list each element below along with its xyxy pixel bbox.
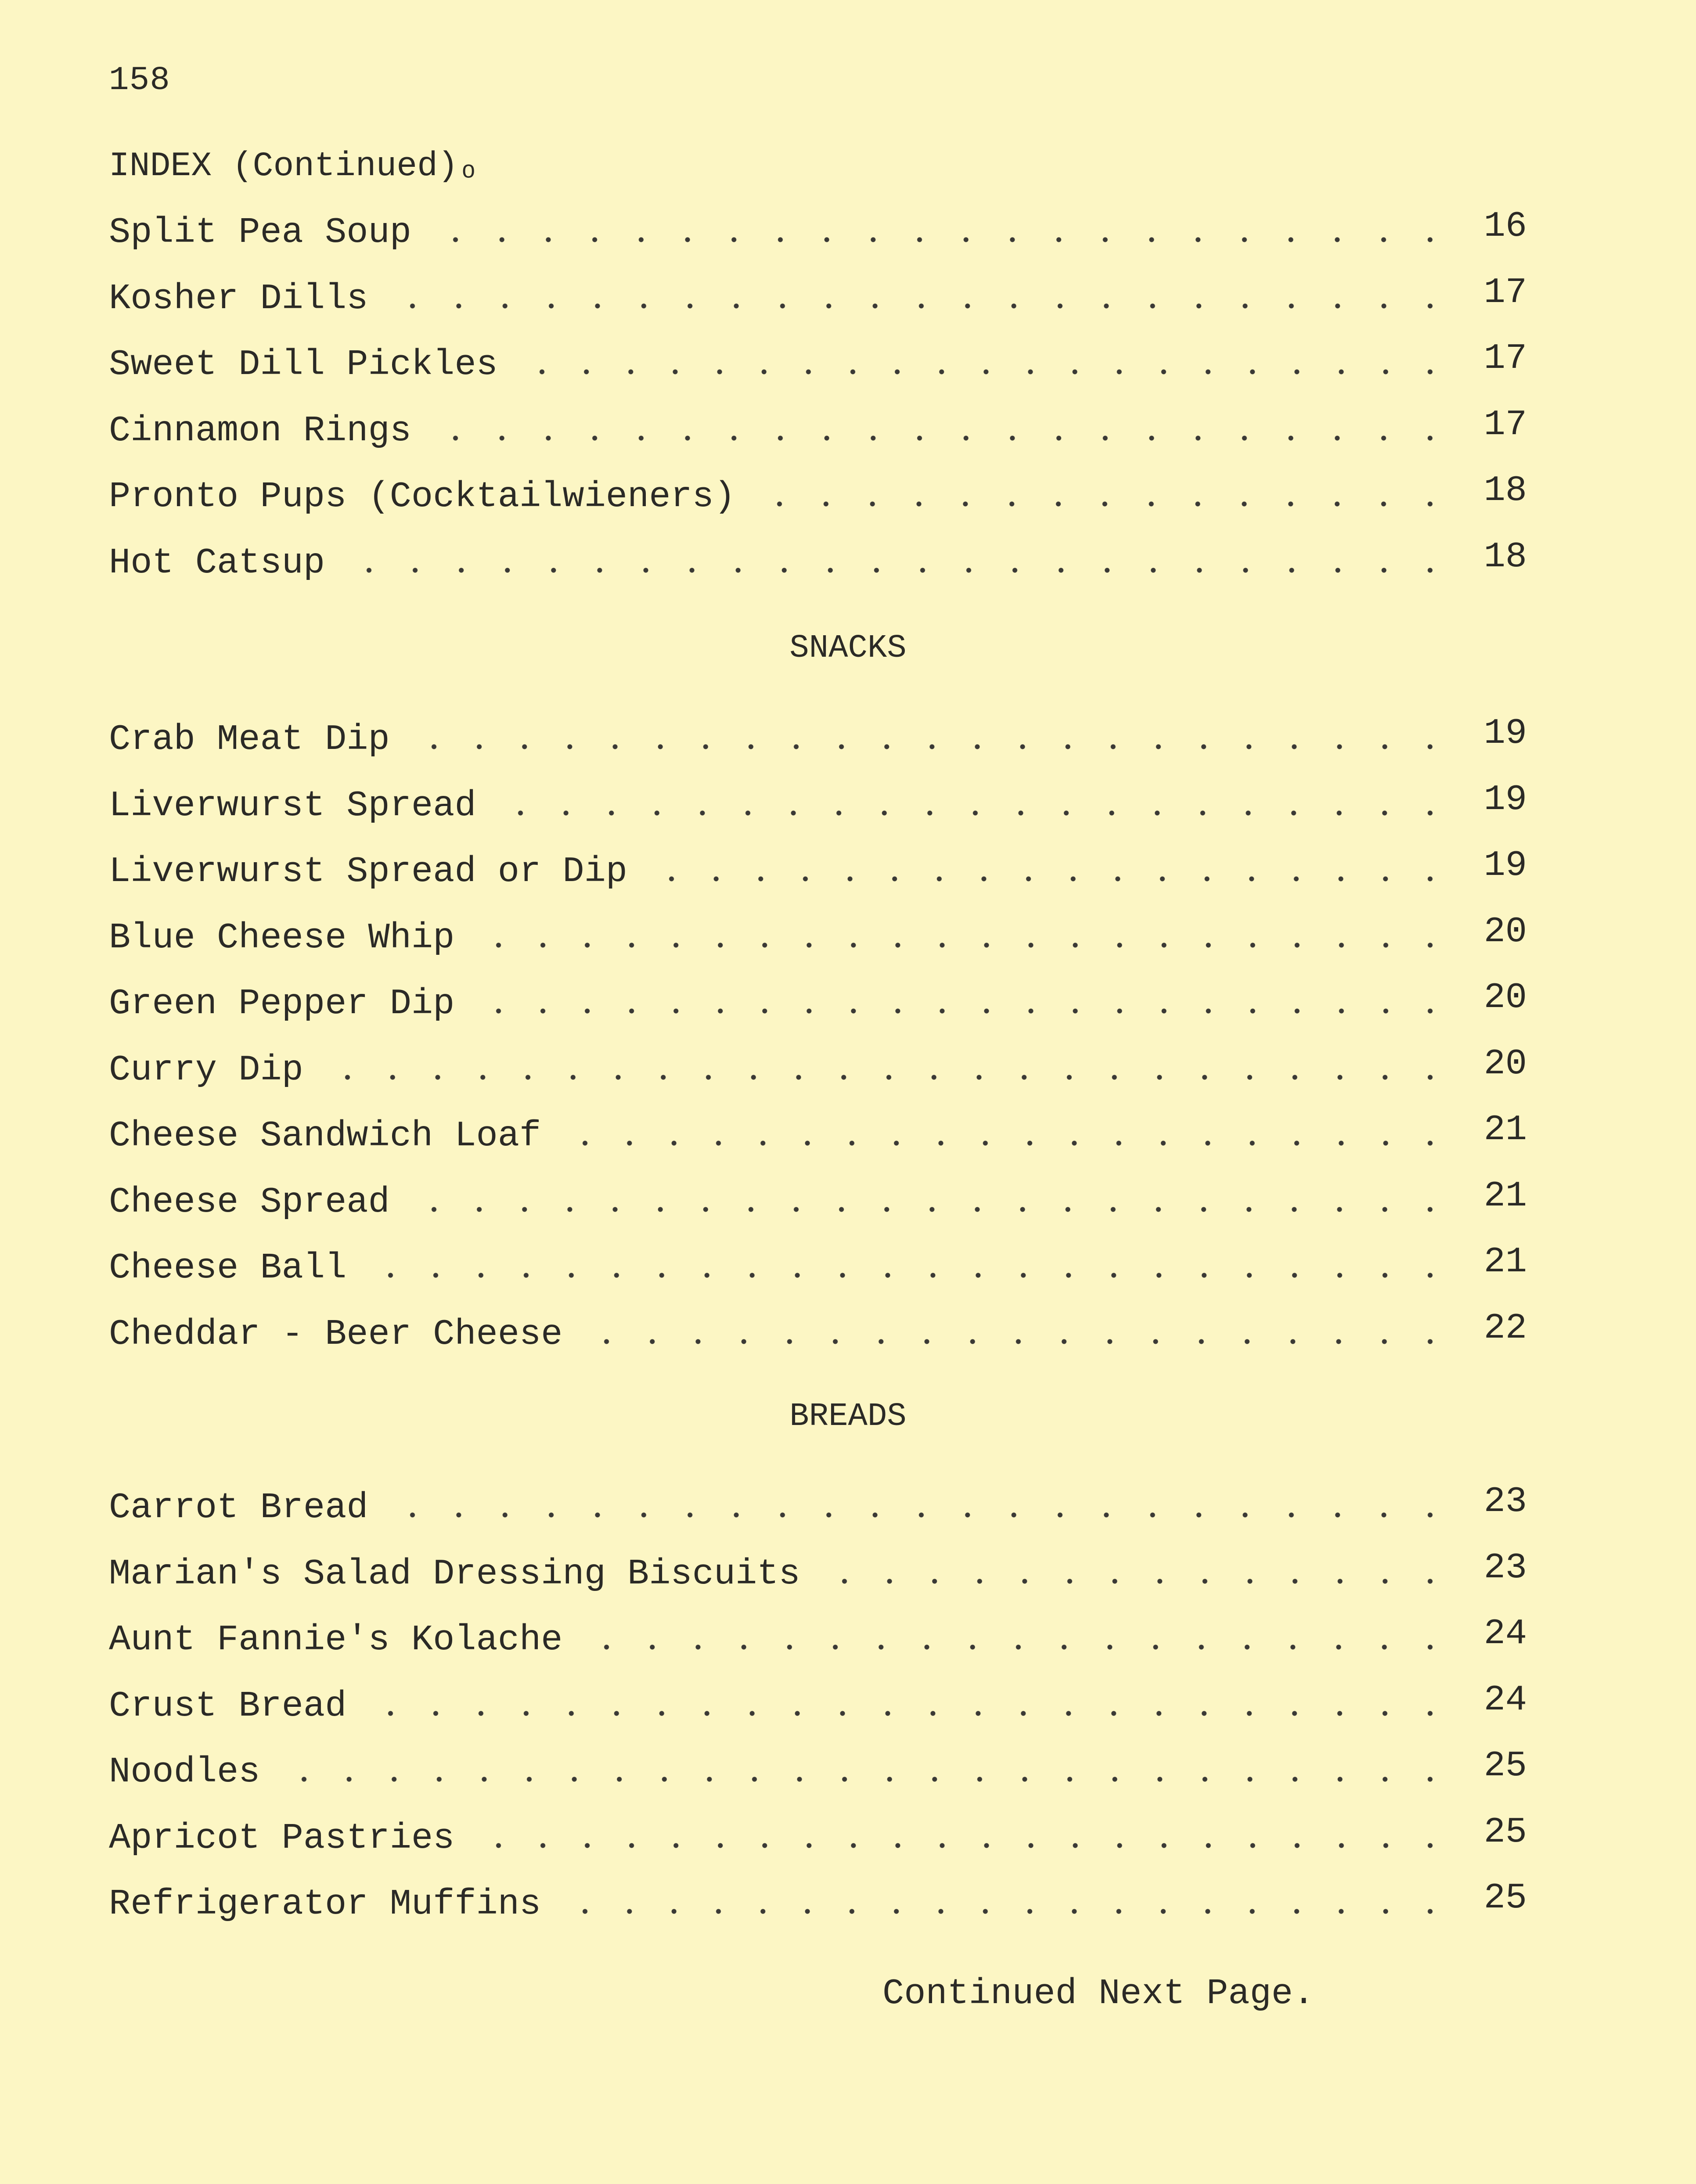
entry-label: Sweet Dill Pickles	[109, 344, 498, 385]
index-entry	[109, 1871, 1527, 1938]
dot-leader	[584, 1644, 1452, 1650]
index-entry	[109, 266, 1527, 332]
entry-page-number: 20	[1484, 977, 1527, 1018]
index-entry	[109, 398, 1527, 464]
entry-label: Carrot Bread	[109, 1487, 368, 1529]
dot-leader	[325, 1074, 1452, 1080]
entry-page-number: 17	[1484, 338, 1527, 379]
entry-label: Apricot Pastries	[109, 1817, 455, 1859]
entry-page-number: 21	[1484, 1109, 1527, 1151]
entry-label: Blue Cheese Whip	[109, 917, 455, 958]
dot-leader	[347, 567, 1452, 573]
entry-page-number: 25	[1484, 1745, 1527, 1787]
dot-leader	[520, 369, 1452, 375]
dot-leader	[282, 1776, 1452, 1782]
entry-label: Hot Catsup	[109, 542, 325, 583]
index-entry	[109, 530, 1527, 597]
dot-leader	[563, 1908, 1452, 1914]
entry-label: Green Pepper Dip	[109, 983, 455, 1025]
index-entry	[109, 1607, 1527, 1673]
entry-label: Cheese Spread	[109, 1181, 390, 1223]
index-entries-breads	[109, 1475, 1527, 1938]
index-entry	[109, 1037, 1527, 1104]
index-entry	[109, 1235, 1527, 1302]
dot-leader	[476, 1842, 1452, 1849]
dot-leader	[476, 1008, 1452, 1014]
entry-label: Cheddar - Beer Cheese	[109, 1313, 563, 1355]
index-entry	[109, 905, 1527, 971]
index-entries-main	[109, 200, 1527, 596]
entry-page-number: 19	[1484, 713, 1527, 754]
entry-label: Marian's Salad Dressing Biscuits	[109, 1553, 800, 1594]
index-entry	[109, 332, 1527, 398]
dot-leader	[412, 1206, 1452, 1213]
dot-leader	[368, 1710, 1452, 1716]
dot-leader	[584, 1338, 1452, 1345]
index-entry	[109, 1169, 1527, 1236]
entry-page-number: 20	[1484, 1043, 1527, 1084]
dot-leader	[368, 1272, 1452, 1278]
page-number: 158	[109, 61, 170, 99]
entry-label: Kosher Dills	[109, 278, 368, 319]
entry-label: Liverwurst Spread	[109, 785, 476, 826]
entry-page-number: 17	[1484, 272, 1527, 313]
entry-label: Cinnamon Rings	[109, 410, 411, 451]
dot-leader	[649, 876, 1452, 882]
entry-page-number: 25	[1484, 1878, 1527, 1919]
index-entry	[109, 1673, 1527, 1740]
dot-leader	[390, 303, 1453, 309]
index-entry	[109, 1806, 1527, 1872]
entry-page-number: 18	[1484, 470, 1527, 511]
dot-leader	[498, 810, 1452, 816]
entry-page-number: 24	[1484, 1613, 1527, 1655]
entry-page-number: 21	[1484, 1241, 1527, 1283]
index-entry	[109, 839, 1527, 905]
index-entry	[109, 1103, 1527, 1169]
dot-leader	[757, 501, 1452, 507]
continued-note: Continued Next Page.	[882, 1973, 1315, 2014]
entry-page-number: 20	[1484, 911, 1527, 952]
entry-label: Cheese Sandwich Loaf	[109, 1115, 541, 1157]
section-heading-breads: BREADS	[789, 1398, 907, 1435]
entry-label: Curry Dip	[109, 1049, 303, 1090]
dot-leader	[390, 1512, 1453, 1518]
entry-page-number: 25	[1484, 1811, 1527, 1853]
index-entry	[109, 1541, 1527, 1608]
section-heading-snacks: SNACKS	[789, 630, 907, 667]
index-entry	[109, 464, 1527, 530]
index-entry	[109, 1302, 1527, 1368]
index-entries-snacks	[109, 707, 1527, 1367]
entry-label: Aunt Fannie's Kolache	[109, 1619, 563, 1661]
index-entry	[109, 200, 1527, 266]
entry-page-number: 16	[1484, 206, 1527, 247]
index-entry	[109, 1739, 1527, 1806]
entry-page-number: 19	[1484, 845, 1527, 886]
entry-page-number: 23	[1484, 1547, 1527, 1588]
entry-label: Split Pea Soup	[109, 212, 411, 253]
entry-label: Crab Meat Dip	[109, 719, 390, 760]
index-title: INDEX (Continued)ₒ	[109, 147, 479, 186]
dot-leader	[433, 435, 1452, 441]
dot-leader	[476, 942, 1452, 948]
dot-leader	[433, 237, 1452, 243]
entry-page-number: 21	[1484, 1175, 1527, 1216]
entry-page-number: 23	[1484, 1481, 1527, 1522]
entry-label: Noodles	[109, 1752, 260, 1793]
index-entry	[109, 773, 1527, 839]
index-entry	[109, 707, 1527, 773]
index-entry	[109, 1475, 1527, 1541]
index-entry	[109, 971, 1527, 1037]
entry-page-number: 19	[1484, 779, 1527, 820]
dot-leader	[822, 1578, 1452, 1584]
entry-page-number: 24	[1484, 1679, 1527, 1720]
dot-leader	[563, 1140, 1452, 1146]
entry-label: Cheese Ball	[109, 1248, 347, 1289]
entry-page-number: 18	[1484, 536, 1527, 577]
entry-page-number: 22	[1484, 1307, 1527, 1349]
dot-leader	[412, 744, 1452, 750]
entry-label: Liverwurst Spread or Dip	[109, 851, 627, 892]
entry-page-number: 17	[1484, 404, 1527, 445]
entry-label: Refrigerator Muffins	[109, 1884, 541, 1925]
entry-label: Crust Bread	[109, 1685, 347, 1727]
entry-label: Pronto Pups (Cocktailwieners)	[109, 476, 736, 518]
